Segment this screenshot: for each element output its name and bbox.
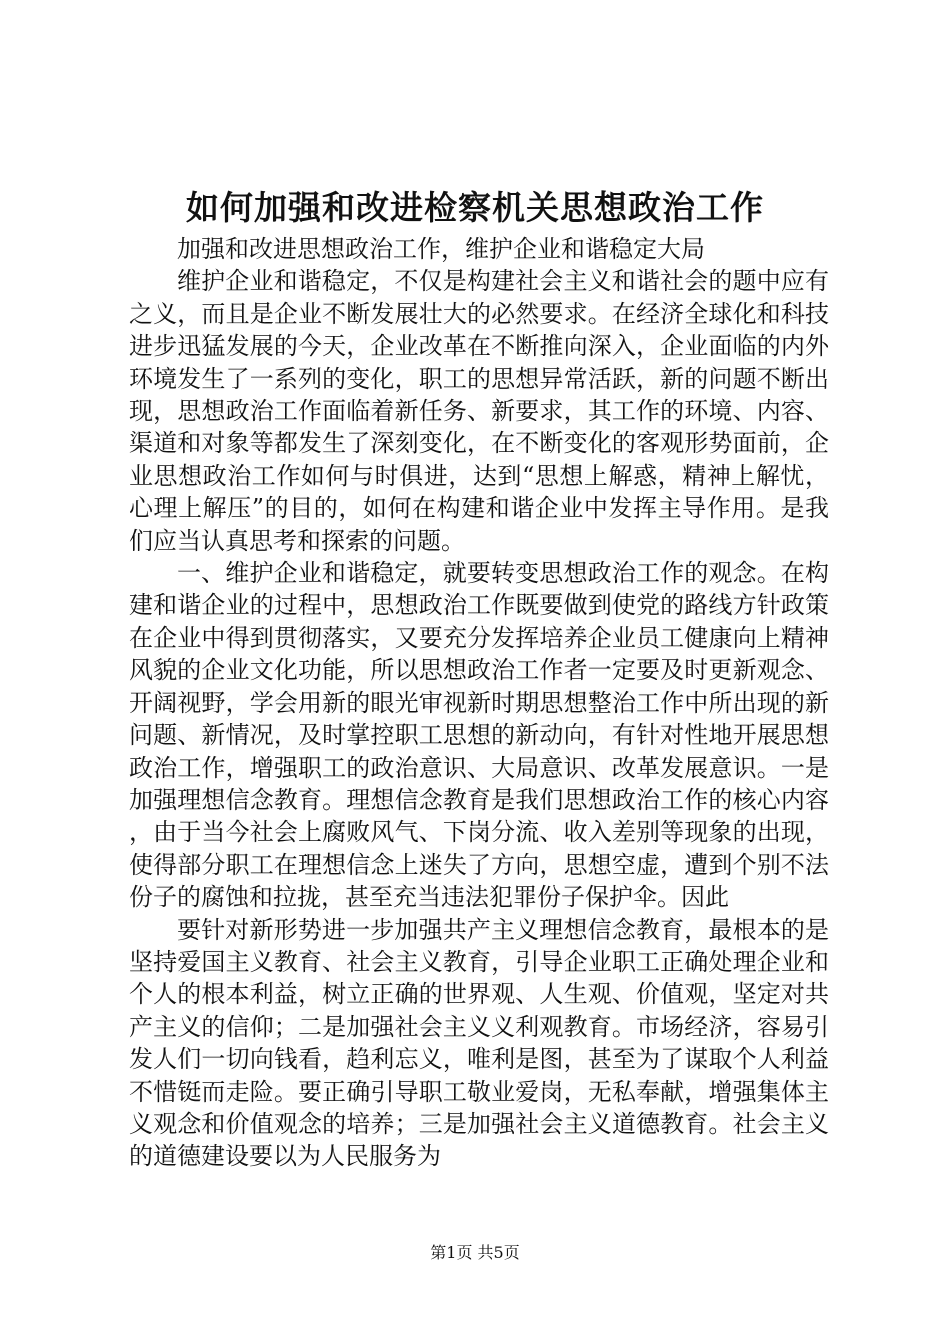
document-title: 如何加强和改进检察机关思想政治工作: [186, 188, 764, 227]
document-body: [129, 233, 829, 1173]
document-subtitle: 加强和改进思想政治工作，维护企业和谐稳定大局: [177, 235, 705, 263]
paragraph-3: 要针对新形势进一步加强共产主义理想信念教育，最根本的是坚持爱国主义教育、社会主义教育，引导企业职工正确处理企业和个人的根本利益，树立正确的世界观、人生观、价值观，坚定对共产主义的信仰；二是加强社会主义义利观教育。市场经济，容易引发人们一切向钱看，趋利忘义，唯利是图，甚至为了谋取个人利益不惜铤而走险。要正确引导职工敬业爱岗，无私奉献，增强集体主义观念和价值观念的培养；三是加强社会主义道德教育。社会主义的道德建设要以为人民服务为: [129, 915, 829, 1171]
paragraph-1: 维护企业和谐稳定，不仅是构建社会主义和谐社会的题中应有之义，而且是企业不断发展壮大的必然要求。在经济全球化和科技进步迅猛发展的今天，企业改革在不断推向深入，企业面临的内外环境发生了一系列的变化，职工的思想异常活跃，新的问题不断出现，思想政治工作面临着新任务、新要求，其工作的环境、内容、渠道和对象等都发生了深刻变化，在不断变化的客观形势面前，企业思想政治工作如何与时俱进，达到“思想上解惑，精神上解忧，心理上解压”的目的，如何在构建和谐企业中发挥主导作用。是我们应当认真思考和探索的问题。: [129, 267, 829, 555]
page-footer: 第1页 共5页: [430, 1243, 520, 1262]
paragraph-2: 一、维护企业和谐稳定，就要转变思想政治工作的观念。在构建和谐企业的过程中，思想政治工作既要做到使党的路线方针政策在企业中得到贯彻落实，又要充分发挥培养企业员工健康向上精神风貌的企业文化功能，所以思想政治工作者一定要及时更新观念、开阔视野，学会用新的眼光审视新时期思想整治工作中所出现的新问题、新情况，及时掌控职工思想的新动向，有针对性地开展思想政治工作，增强职工的政治意识、大局意识、改革发展意识。一是加强理想信念教育。理想信念教育是我们思想政治工作的核心内容，由于当今社会上腐败风气、下岗分流、收入差别等现象的出现，使得部分职工在理想信念上迷失了方向，思想空虚，遭到个别不法份子的腐蚀和拉拢，甚至充当违法犯罪份子保护伞。因此: [129, 559, 829, 912]
